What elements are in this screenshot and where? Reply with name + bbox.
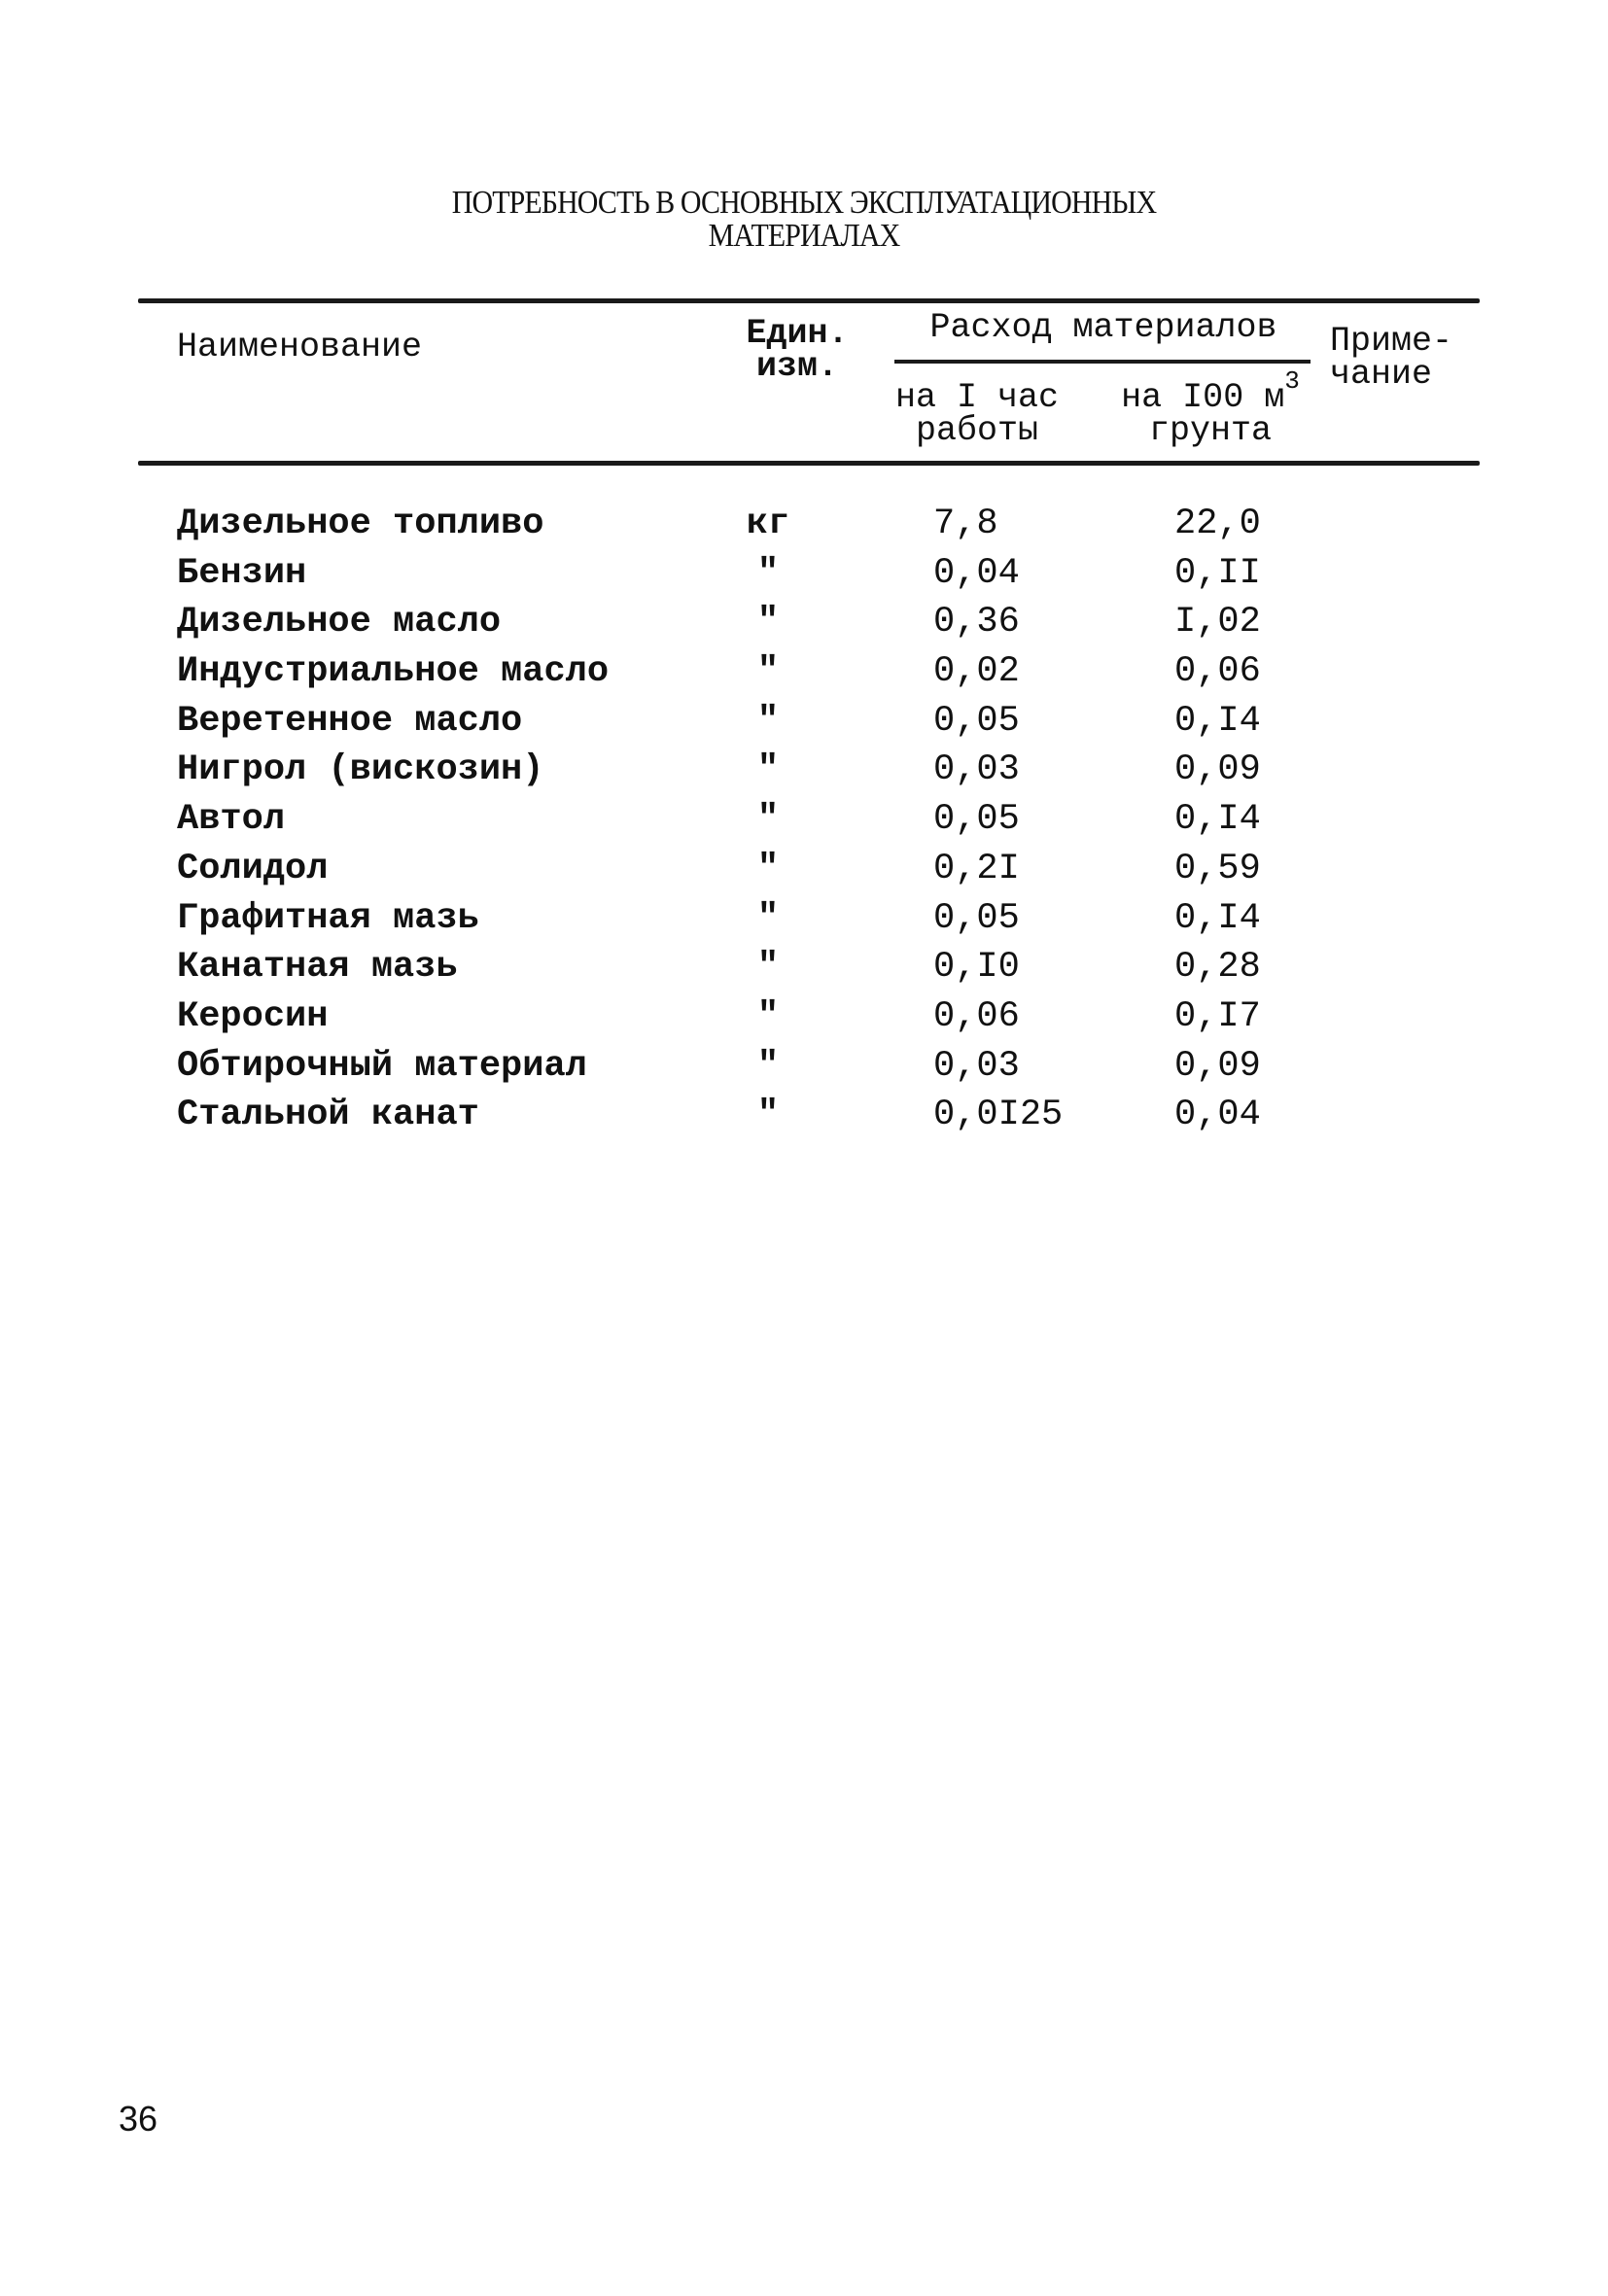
- cell-unit: ": [756, 651, 780, 693]
- cell-name: Автол: [177, 799, 286, 841]
- cell-per-hour: 0,04: [933, 552, 1020, 594]
- cell-per-100: 0,59: [1174, 848, 1261, 889]
- header-per-100-superscript: 3: [1284, 366, 1300, 397]
- cell-name: Индустриальное масло: [177, 651, 610, 693]
- cell-per-100: 0,09: [1174, 1045, 1261, 1087]
- cell-unit: ": [756, 1095, 780, 1136]
- header-per-hour-line-1: на I час: [894, 378, 1060, 417]
- cell-per-100: 0,II: [1174, 552, 1261, 594]
- cell-per-hour: 7,8: [933, 504, 998, 544]
- cell-per-100: 0,06: [1174, 651, 1261, 693]
- cell-per-hour: 0,06: [933, 995, 1020, 1037]
- table-row: [0, 1091, 1608, 1140]
- table-top-rule: [138, 298, 1480, 303]
- header-per-100: [1108, 366, 1312, 450]
- table-row: [0, 549, 1608, 599]
- cell-name: Обтирочный материал: [177, 1045, 587, 1087]
- table-row: [0, 697, 1608, 747]
- header-unit-line-1: Един.: [746, 314, 849, 353]
- cell-per-hour: 0,03: [933, 1045, 1020, 1087]
- cell-per-hour: 0,36: [933, 602, 1020, 644]
- cell-per-100: 22,0: [1174, 504, 1261, 544]
- header-per-hour-line-2: работы: [915, 411, 1039, 450]
- document-title: [96, 187, 1512, 253]
- header-per-100-text: на I00 м: [1121, 378, 1285, 417]
- header-note-line-2: чание: [1330, 355, 1433, 394]
- cell-unit: ": [756, 848, 780, 889]
- cell-per-hour: 0,05: [933, 799, 1020, 841]
- table-row: [0, 795, 1608, 845]
- table-row: [0, 1042, 1608, 1092]
- table-row: [0, 500, 1608, 549]
- header-name: Наименование: [177, 328, 423, 366]
- table-row: [0, 598, 1608, 647]
- table-row: [0, 647, 1608, 697]
- cell-unit: ": [756, 700, 780, 742]
- cell-name: Стальной канат: [177, 1095, 479, 1136]
- cell-name: Бензин: [177, 552, 307, 594]
- cell-per-hour: 0,02: [933, 651, 1020, 693]
- cell-name: Дизельное топливо: [177, 504, 544, 544]
- table-body: [0, 500, 1608, 1140]
- cell-unit: ": [756, 1045, 780, 1087]
- cell-per-hour: 0,03: [933, 749, 1020, 791]
- table-row: [0, 746, 1608, 795]
- cell-name: Канатная мазь: [177, 947, 458, 989]
- header-note: [1330, 322, 1453, 394]
- cell-unit: ": [756, 947, 780, 989]
- cell-name: Керосин: [177, 995, 329, 1037]
- cell-per-100: 0,28: [1174, 947, 1261, 989]
- header-per-hour: [880, 378, 1074, 450]
- cell-name: Графитная мазь: [177, 897, 479, 939]
- table-row: [0, 894, 1608, 944]
- table-row: [0, 943, 1608, 992]
- table-row: [0, 845, 1608, 894]
- cell-per-100: I,02: [1174, 602, 1261, 644]
- cell-name: Дизельное масло: [177, 602, 502, 644]
- header-per-100-line-2: грунта: [1148, 411, 1273, 450]
- header-consumption: Расход материалов: [929, 308, 1277, 347]
- header-note-line-1: Приме-: [1330, 322, 1453, 361]
- title-line-1: ПОТРЕБНОСТЬ В ОСНОВНЫХ ЭКСПЛУАТАЦИОННЫХ: [451, 185, 1157, 221]
- title-line-2: МАТЕРИАЛАХ: [708, 218, 900, 254]
- cell-per-hour: 0,I0: [933, 947, 1020, 989]
- cell-unit: ": [756, 552, 780, 594]
- consumption-subheader-rule: [894, 360, 1311, 364]
- cell-per-hour: 0,2I: [933, 848, 1020, 889]
- header-unit: [710, 314, 885, 386]
- table-header-bottom-rule: [138, 461, 1480, 466]
- cell-per-hour: 0,0I25: [933, 1095, 1064, 1136]
- cell-unit: ": [756, 995, 780, 1037]
- cell-unit: кг: [746, 504, 790, 544]
- cell-unit: ": [756, 897, 780, 939]
- table-row: [0, 992, 1608, 1042]
- cell-name: Нигрол (вискозин): [177, 749, 544, 791]
- cell-per-100: 0,I4: [1174, 799, 1261, 841]
- header-per-100-line-1: [1108, 366, 1312, 417]
- header-unit-line-2: изм.: [755, 347, 838, 386]
- cell-unit: ": [756, 799, 780, 841]
- cell-per-100: 0,I4: [1174, 897, 1261, 939]
- cell-per-100: 0,I7: [1174, 995, 1261, 1037]
- cell-unit: ": [756, 749, 780, 791]
- cell-unit: ": [756, 602, 780, 644]
- cell-per-hour: 0,05: [933, 897, 1020, 939]
- cell-per-100: 0,09: [1174, 749, 1261, 791]
- cell-name: Веретенное масло: [177, 700, 523, 742]
- cell-per-100: 0,04: [1174, 1095, 1261, 1136]
- page-number: 36: [119, 2099, 158, 2139]
- cell-per-hour: 0,05: [933, 700, 1020, 742]
- cell-name: Солидол: [177, 848, 329, 889]
- cell-per-100: 0,I4: [1174, 700, 1261, 742]
